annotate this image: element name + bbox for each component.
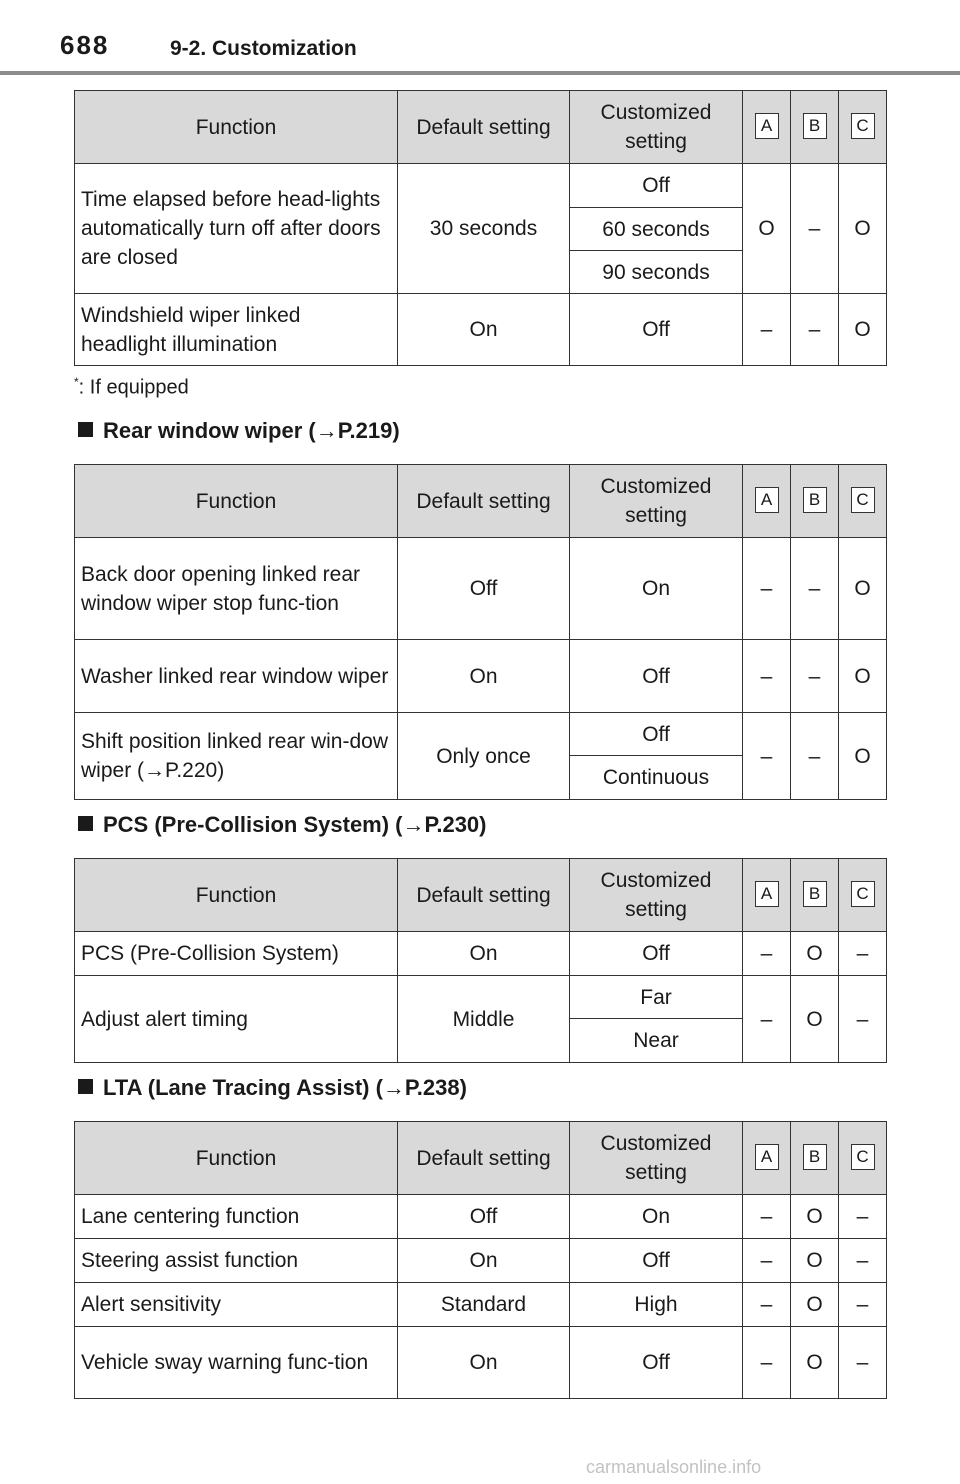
table-row — [75, 1327, 887, 1399]
col-function: Function — [75, 91, 398, 164]
cell-function: Shift position linked rear win-dow wiper (→P.220) — [75, 713, 398, 800]
cell-c: – — [839, 976, 887, 1063]
cell-function: Windshield wiper linked headlight illumination — [75, 294, 398, 366]
cell-default: Off — [398, 1195, 570, 1239]
cell-default: On — [398, 932, 570, 976]
cell-a: – — [743, 1283, 791, 1327]
cell-default: On — [398, 1327, 570, 1399]
col-b: B — [803, 1144, 827, 1170]
cell-b: O — [791, 1327, 839, 1399]
cell-default: On — [398, 294, 570, 366]
col-customized: Customized setting — [570, 91, 743, 164]
col-default: Default setting — [398, 91, 570, 164]
col-function: Function — [75, 859, 398, 932]
table-row — [75, 713, 887, 756]
cell-a: – — [743, 294, 791, 366]
page-ref-link[interactable]: P.220) — [165, 759, 225, 782]
page-number: 688 — [60, 30, 110, 60]
arrow-icon: → — [402, 812, 425, 837]
cell-c: – — [839, 932, 887, 976]
cell-default: Middle — [398, 976, 570, 1063]
cell-customized: Continuous — [570, 756, 743, 800]
cell-c: – — [839, 1239, 887, 1283]
footnote-marker: * — [74, 375, 79, 389]
arrow-icon: → — [315, 418, 338, 443]
cell-a: – — [743, 538, 791, 640]
cell-a: O — [743, 164, 791, 294]
cell-c: O — [839, 294, 887, 366]
cell-customized: Off — [570, 164, 743, 208]
col-a: A — [755, 113, 779, 139]
cell-function: PCS (Pre-Collision System) — [75, 932, 398, 976]
cell-function: Back door opening linked rear window wiper stop func-tion — [75, 538, 398, 640]
subhead-rear-wiper: Rear window wiper (→P.219) — [78, 418, 400, 444]
cell-a: – — [743, 1327, 791, 1399]
table-row — [75, 1195, 887, 1239]
cell-default: Off — [398, 538, 570, 640]
col-a: A — [755, 1144, 779, 1170]
table-row — [75, 1283, 887, 1327]
cell-customized: Off — [570, 713, 743, 756]
cell-function: Lane centering function — [75, 1195, 398, 1239]
cell-customized: 60 seconds — [570, 208, 743, 251]
footnote — [74, 375, 189, 400]
cell-default: On — [398, 1239, 570, 1283]
cell-function: Steering assist function — [75, 1239, 398, 1283]
cell-b: – — [791, 294, 839, 366]
cell-b: – — [791, 538, 839, 640]
col-b: B — [803, 881, 827, 907]
square-bullet-icon — [78, 1079, 93, 1094]
cell-c: O — [839, 640, 887, 713]
cell-b: O — [791, 932, 839, 976]
cell-function: Adjust alert timing — [75, 976, 398, 1063]
col-a: A — [755, 881, 779, 907]
header-rule — [0, 71, 960, 75]
col-b: B — [803, 113, 827, 139]
cell-b: – — [791, 640, 839, 713]
table-row — [75, 1239, 887, 1283]
watermark-text: carmanualsonline.info — [586, 1457, 762, 1477]
cell-function: Washer linked rear window wiper — [75, 640, 398, 713]
cell-default: Only once — [398, 713, 570, 800]
cell-c: – — [839, 1327, 887, 1399]
col-default: Default setting — [398, 465, 570, 538]
section-title: 9-2. Customization — [170, 37, 357, 60]
cell-a: – — [743, 1239, 791, 1283]
col-customized: Customized setting — [570, 465, 743, 538]
col-function: Function — [75, 465, 398, 538]
cell-customized: Off — [570, 932, 743, 976]
col-a: A — [755, 487, 779, 513]
cell-c: O — [839, 164, 887, 294]
table-row — [75, 294, 887, 366]
arrow-icon: → — [144, 759, 166, 782]
cell-function: Vehicle sway warning func-tion — [75, 1327, 398, 1399]
cell-default: 30 seconds — [398, 164, 570, 294]
cell-b: O — [791, 1239, 839, 1283]
headlight-settings-table — [74, 90, 887, 366]
cell-b: – — [791, 164, 839, 294]
table-row — [75, 932, 887, 976]
col-c: C — [851, 113, 875, 139]
col-default: Default setting — [398, 859, 570, 932]
col-c: C — [851, 1144, 875, 1170]
cell-customized: Off — [570, 1239, 743, 1283]
cell-customized: Off — [570, 640, 743, 713]
cell-b: O — [791, 1195, 839, 1239]
cell-function: Alert sensitivity — [75, 1283, 398, 1327]
cell-c: O — [839, 538, 887, 640]
col-function: Function — [75, 1122, 398, 1195]
arrow-icon: → — [382, 1075, 405, 1100]
cell-customized: Far — [570, 976, 743, 1019]
pcs-table — [74, 858, 887, 1063]
table-header-row — [75, 465, 887, 538]
subhead-lta: LTA (Lane Tracing Assist) (→P.238) — [78, 1075, 467, 1101]
cell-function: Time elapsed before head-lights automatically turn off after doors are closed — [75, 164, 398, 294]
page-header — [0, 0, 960, 76]
cell-customized: 90 seconds — [570, 251, 743, 294]
cell-c: – — [839, 1195, 887, 1239]
col-default: Default setting — [398, 1122, 570, 1195]
col-customized: Customized setting — [570, 1122, 743, 1195]
table-header-row — [75, 859, 887, 932]
cell-default: Standard — [398, 1283, 570, 1327]
page-ref-link[interactable]: P.230) — [424, 812, 487, 837]
page-ref-link[interactable]: P.219) — [337, 418, 400, 443]
cell-a: – — [743, 713, 791, 800]
cell-b: – — [791, 713, 839, 800]
cell-customized: High — [570, 1283, 743, 1327]
col-b: B — [803, 487, 827, 513]
col-c: C — [851, 487, 875, 513]
cell-customized: On — [570, 1195, 743, 1239]
cell-default: On — [398, 640, 570, 713]
cell-c: O — [839, 713, 887, 800]
cell-customized: Off — [570, 294, 743, 366]
cell-c: – — [839, 1283, 887, 1327]
lta-table — [74, 1121, 887, 1399]
col-c: C — [851, 881, 875, 907]
table-row — [75, 976, 887, 1019]
table-row — [75, 640, 887, 713]
cell-a: – — [743, 976, 791, 1063]
square-bullet-icon — [78, 422, 93, 437]
cell-customized: Near — [570, 1019, 743, 1063]
col-customized: Customized setting — [570, 859, 743, 932]
cell-a: – — [743, 640, 791, 713]
rear-wiper-table — [74, 464, 887, 800]
subhead-pcs: PCS (Pre-Collision System) (→P.230) — [78, 812, 487, 838]
table-row — [75, 538, 887, 640]
footnote-text: : If equipped — [78, 376, 189, 399]
square-bullet-icon — [78, 816, 93, 831]
cell-a: – — [743, 1195, 791, 1239]
cell-a: – — [743, 932, 791, 976]
table-header-row — [75, 1122, 887, 1195]
table-row — [75, 164, 887, 208]
table-header-row — [75, 91, 887, 164]
cell-b: O — [791, 1283, 839, 1327]
cell-b: O — [791, 976, 839, 1063]
cell-customized: Off — [570, 1327, 743, 1399]
cell-customized: On — [570, 538, 743, 640]
page-ref-link[interactable]: P.238) — [404, 1075, 467, 1100]
